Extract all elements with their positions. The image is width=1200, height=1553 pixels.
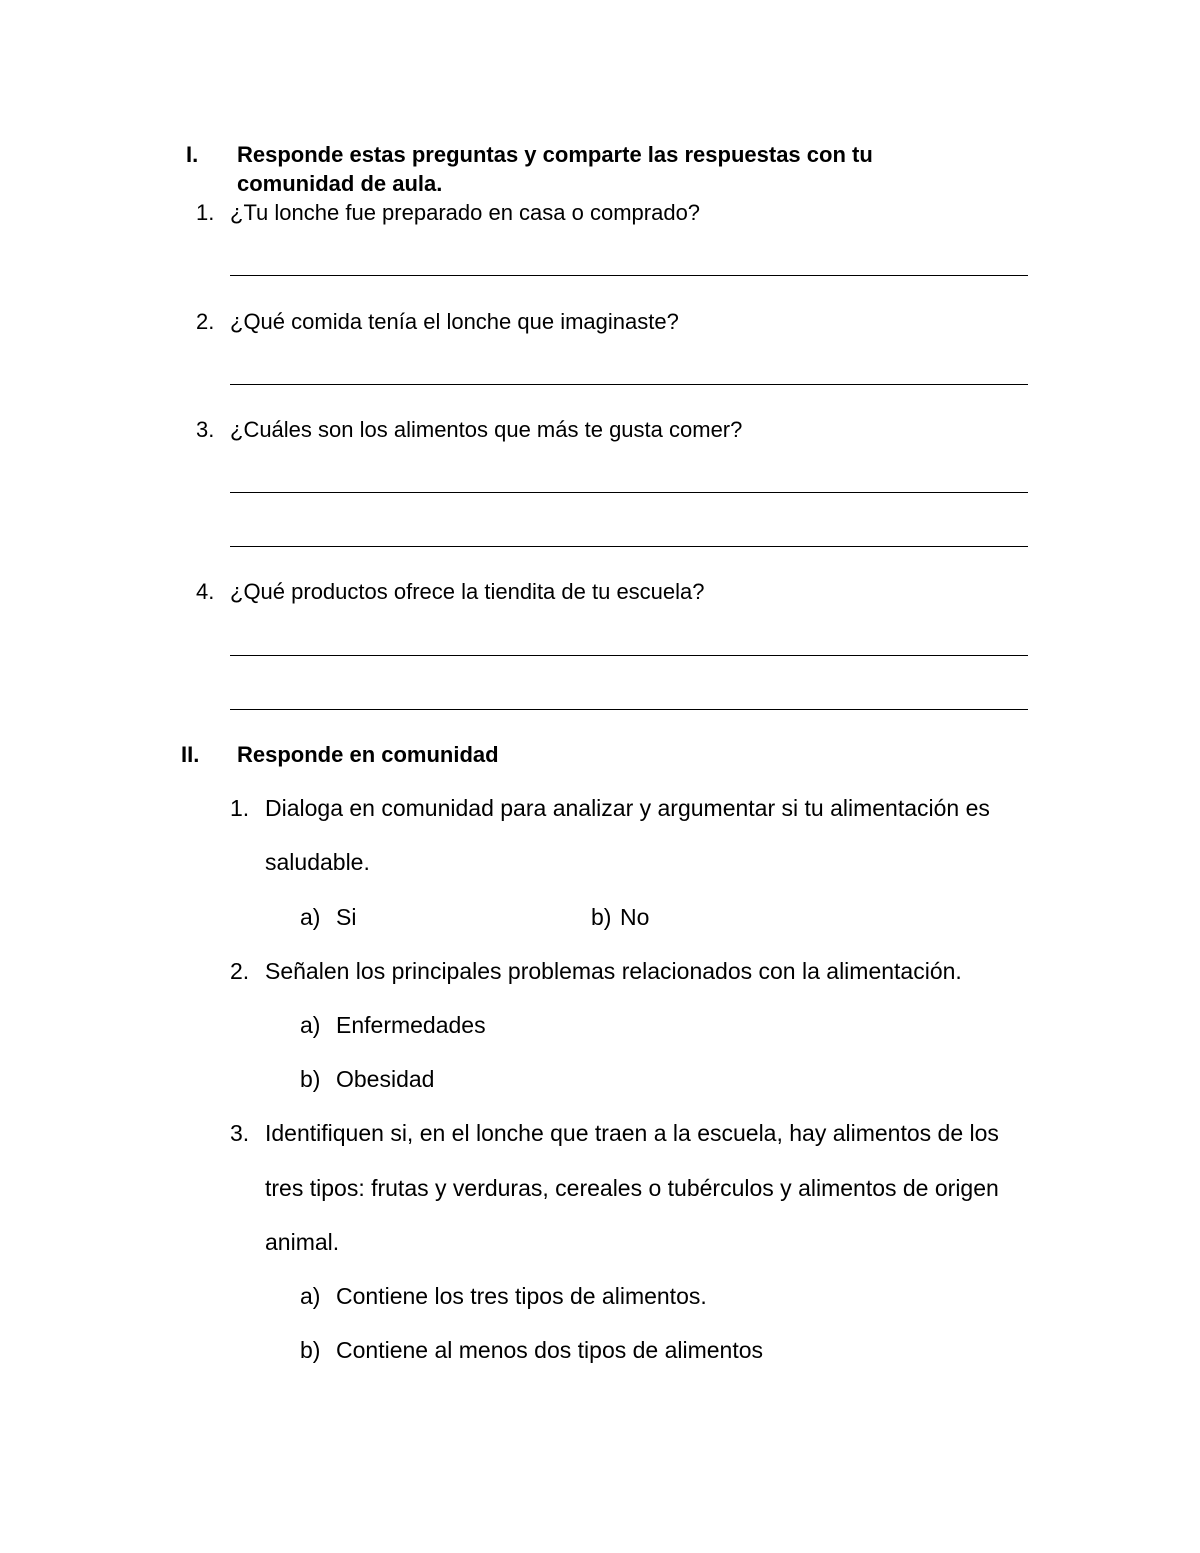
item-1-line-2: saludable. (265, 849, 370, 875)
item-2-option-b-label: b) (300, 1066, 321, 1092)
section-2-numeral: II. (181, 742, 200, 767)
section-1-numeral: I. (186, 142, 199, 167)
question-2-text: ¿Qué comida tenía el lonche que imaginaste? (230, 309, 679, 334)
item-3-option-b-label: b) (300, 1337, 321, 1363)
item-1-option-a-text[interactable]: Si (336, 904, 357, 930)
section-1-title-line-2: comunidad de aula. (237, 171, 443, 196)
item-1-option-b-label: b) (591, 904, 612, 930)
item-2-number: 2. (230, 958, 250, 984)
item-3-option-b-text[interactable]: Contiene al menos dos tipos de alimentos (336, 1337, 764, 1363)
item-1-option-b-text[interactable]: No (620, 904, 650, 930)
item-1-line-1: Dialoga en comunidad para analizar y argumentar si tu alimentación es (265, 795, 990, 821)
item-2-option-b-text[interactable]: Obesidad (336, 1066, 435, 1092)
question-3-text: ¿Cuáles son los alimentos que más te gusta comer? (230, 417, 743, 442)
question-4-number: 4. (196, 579, 215, 604)
answer-line-q1[interactable] (230, 275, 1028, 276)
answer-line-q3-b[interactable] (230, 546, 1028, 547)
question-4-text: ¿Qué productos ofrece la tiendita de tu escuela? (230, 579, 705, 604)
item-2-line-1: Señalen los principales problemas relacionados con la alimentación. (265, 958, 962, 984)
section-1-title-line-1: Responde estas preguntas y comparte las respuestas con tu (237, 142, 873, 167)
item-1-option-a-label: a) (300, 904, 321, 930)
item-3-line-1: Identifiquen si, en el lonche que traen a la escuela, hay alimentos de los (265, 1120, 999, 1146)
answer-line-q2[interactable] (230, 384, 1028, 385)
item-3-number: 3. (230, 1120, 250, 1146)
section-2-title: Responde en comunidad (237, 742, 499, 767)
question-1-text: ¿Tu lonche fue preparado en casa o comprado? (230, 200, 701, 225)
item-3-option-a-label: a) (300, 1283, 321, 1309)
item-1-number: 1. (230, 795, 250, 821)
answer-line-q4-b[interactable] (230, 709, 1028, 710)
item-3-line-2: tres tipos: frutas y verduras, cereales o tubérculos y alimentos de origen (265, 1175, 999, 1201)
answer-line-q4-a[interactable] (230, 655, 1028, 656)
question-2-number: 2. (196, 309, 215, 334)
answer-line-q3-a[interactable] (230, 492, 1028, 493)
question-1-number: 1. (196, 200, 215, 225)
item-2-option-a-text[interactable]: Enfermedades (336, 1012, 486, 1038)
item-3-option-a-text[interactable]: Contiene los tres tipos de alimentos. (336, 1283, 707, 1309)
question-3-number: 3. (196, 417, 215, 442)
item-2-option-a-label: a) (300, 1012, 321, 1038)
item-3-line-3: animal. (265, 1229, 340, 1255)
